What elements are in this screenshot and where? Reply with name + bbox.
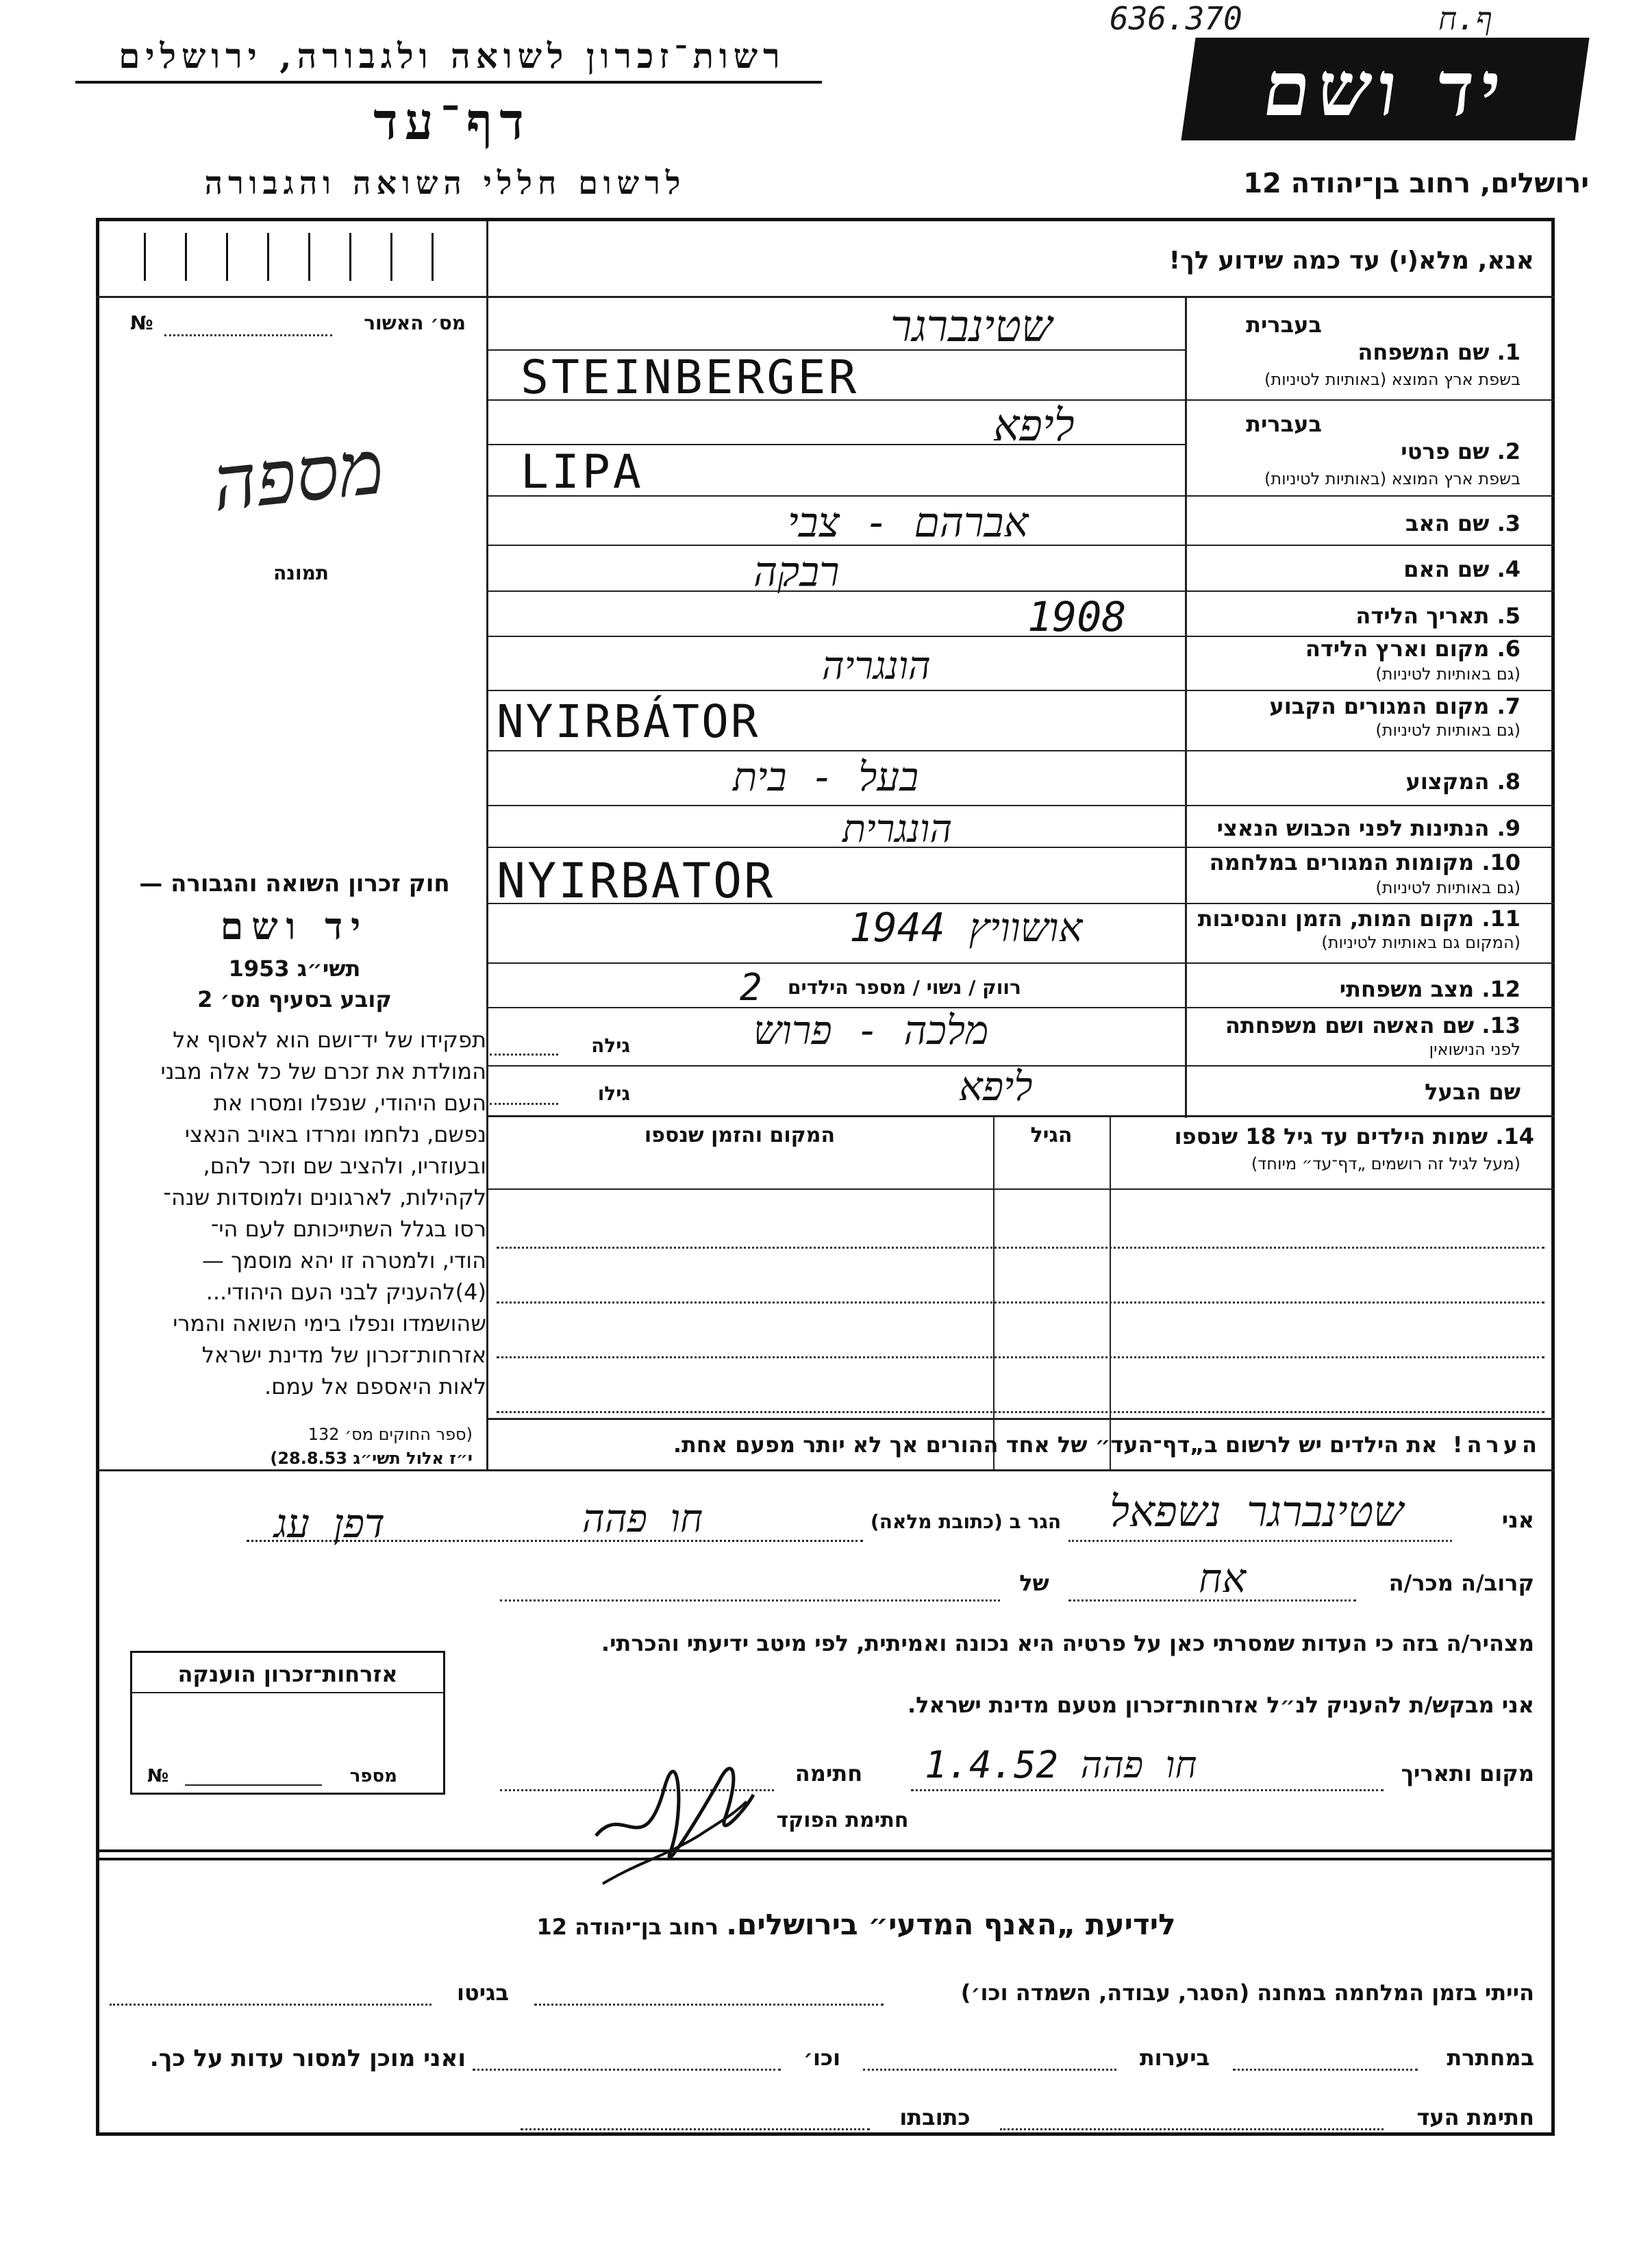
footer-line1-ghetto: בגיטו [457,1980,509,2006]
top-strip-rule [96,296,1555,298]
field-8-value[interactable]: בעל - בית [733,753,919,800]
field-3-row-rule [486,545,1555,546]
note [493,1432,1541,1458]
footer-title-line [479,1908,1233,1941]
field-12-label: 12. מצב משפחתי [1339,976,1521,1002]
citizenship-no-symbol: № [147,1766,169,1786]
form-subtitle: לרשום חללי השואה והגבורה [204,164,686,201]
logo-text: יד ושם [1258,45,1513,133]
note-bottom-rule [96,1469,1555,1471]
label-column-divider [1185,296,1187,1118]
husband-row-rule [486,1115,1555,1117]
footer-line2-etc: וכו׳ [803,2045,841,2071]
declarant-name-line [1068,1540,1452,1542]
law-org: יד ושם [220,904,369,948]
field-11-row-rule [486,962,1555,964]
law-line: לאות היאספם אל עמם. [264,1373,486,1399]
declarant-relative-label: קרוב/ה מכר/ה [1388,1570,1534,1596]
declarant-address[interactable]: חו פהה [582,1497,703,1541]
declarant-name[interactable]: שטינברגר נשפאל [1110,1486,1404,1536]
law-year: תשי״ג 1953 [228,956,361,982]
photo-handwriting: מספה [208,423,388,528]
approval-boxes [123,233,479,288]
children-row-line[interactable] [497,1301,1544,1304]
children-row-line[interactable] [497,1356,1544,1358]
law-line: אזרחות־זכרון של מדינת ישראל [201,1342,486,1368]
field-2-value-latin[interactable]: LIPA [521,445,644,499]
footer-address: רחוב בן־יהודה 12 [536,1914,718,1940]
law-line: ובעוזריו, ולהציב שם וזכר להם, [203,1153,486,1179]
children-names-header: 14. שמות הילדים עד גיל 18 שנספו [1174,1123,1534,1149]
footer-line2-willing: ואני מוכן למסור עדות על כך. [149,2045,466,2072]
children-header-rule [486,1188,1555,1190]
law-line: תפקידו של יד־ושם הוא לאסוף אל [173,1027,486,1053]
declarant-relation-line [1068,1599,1356,1602]
footer-line2-etc-field[interactable] [473,2069,781,2071]
place-date-value[interactable]: חו פהה 1.4.52 [925,1743,1197,1786]
law-clause: קובע בסעיף מס׳ 2 [197,986,392,1012]
field-8-label: 8. המקצוע [1405,769,1521,795]
approval-no-symbol: № [130,312,153,334]
note-label: הערה! [1452,1432,1541,1458]
header-address: ירושלים, רחוב בן־יהודה 12 [1243,168,1589,199]
field-10-label: 10. מקומות המגורים במלחמה [1209,849,1521,875]
field-2-sub: בשפת ארץ המוצא (באותיות לטיניות) [1264,469,1521,488]
footer-line3-signature-field[interactable] [1000,2128,1384,2130]
law-line: (4)להעניק לבני העם היהודי... [205,1279,486,1305]
husband-age-label: גילו [597,1082,630,1105]
yad-vashem-logo [1181,38,1589,140]
declarant-address-extra[interactable]: דפן עג [274,1500,385,1547]
instructions: אנא, מלא(י) עד כמה שידוע לך! [1168,247,1534,275]
declarant-resident-label: הגר ב (כתובת מלאה) [870,1510,1062,1533]
field-3-value[interactable]: אברהם - צבי [788,499,1029,547]
husband-label: שם הבעל [1425,1079,1521,1105]
children-place-header: המקום והזמן שנספו [644,1123,836,1147]
field-9-value[interactable]: הונגרית [842,807,953,851]
field-8-row-rule [486,805,1555,806]
field-7-row-rule [486,750,1555,751]
field-13-value[interactable]: מלכה - פרוש [753,1007,989,1054]
field-4-label: 4. שם האם [1403,556,1521,582]
signature-label: חתימה [795,1760,863,1786]
declarant-i-label: אני [1501,1507,1534,1533]
officer-signature-label: חתימת הפוקד [776,1808,909,1832]
law-line: נפשם, נלחמו ומרדו באויב הנאצי [184,1121,486,1147]
citizenship-number-line [185,1784,322,1786]
photo-area [110,356,479,795]
field-3-label: 3. שם האב [1405,510,1521,536]
field-1-sub: בשפת ארץ המוצא (באותיות לטיניות) [1264,370,1521,389]
field-13-age-field[interactable] [490,1054,558,1056]
field-6-sub: (גם באותיות לטיניות) [1375,664,1521,684]
law-line: רסו בגלל השתייכותם לעם הי־ [210,1216,486,1242]
note-text: את הילדים יש לרשום ב„דף־העד״ של אחד ההורים אך לא יותר מפעם אחת. [673,1432,1438,1458]
field-9-label: 9. הנתינות לפני הכבוש הנאצי [1216,815,1521,841]
request-text: אני מבקש/ת להעניק לנ״ל אזרחות־זכרון מטעם מדינת ישראל. [908,1692,1534,1718]
footer-line1-camp-field[interactable] [534,2004,884,2006]
footer-line3-signature: חתימת העד [1416,2104,1534,2130]
approval-number-label: מס׳ האשור [364,312,466,334]
field-10-sub: (גם באותיות לטיניות) [1375,878,1521,897]
children-age-header: הגיל [1030,1123,1073,1147]
field-12-options: רווק / נשוי / מספר הילדים [788,976,1021,999]
field-4-value[interactable]: רבקה [753,548,840,596]
corner-note: ף.ח [1438,0,1492,37]
law-line: שהושמדו ונפלו בימי השואה והמרי [173,1310,486,1336]
field-7-value[interactable]: NYIRBÁTOR [497,695,760,748]
authority-line: רשות־זכרון לשואה ולגבורה, ירושלים [118,36,786,76]
signature-scribble [582,1699,760,1897]
field-12-row-rule [486,1007,1555,1008]
field-1-value-latin[interactable]: STEINBERGER [521,351,860,405]
field-5-label: 5. תאריך הלידה [1355,603,1521,629]
header-rule [75,81,822,84]
law-line: לקהילות, לארגונים ולמוסדות שנה־ [163,1184,486,1210]
field-2-row-rule [486,495,1555,497]
law-line: העם היהודי, שנפלו ומסרו את [213,1090,486,1116]
field-11-sub: (המקום גם באותיות לטיניות) [1321,933,1521,952]
footer-double-rule-2 [96,1858,1555,1860]
field-1-value-hebrew[interactable]: שטינברגר [890,301,1053,352]
field-9-row-rule [486,847,1555,848]
footer-line3-address-field[interactable] [521,2128,870,2130]
footer-line1-ghetto-field[interactable] [110,2004,431,2006]
field-1-hebrew-tag: בעברית [1246,312,1322,338]
field-2-value-hebrew[interactable]: ליפא [993,401,1075,451]
citizenship-number-label: מספר [349,1766,397,1786]
law-line: הודי, ולמטרה זו יהא מוסמך — [201,1247,486,1273]
footer-double-rule-1 [96,1849,1555,1852]
field-11-label: 11. מקום המות, הזמן והנסיבות [1197,906,1521,932]
place-date-label: מקום ותאריך [1401,1760,1534,1786]
footer-line2-underground-field[interactable] [1233,2069,1418,2071]
citizenship-box-rule [132,1692,443,1693]
field-1-label: 1. שם המשפחה [1358,339,1521,365]
field-4-row-rule [486,590,1555,592]
children-row-line[interactable] [497,1411,1544,1413]
footer-line2-forests: ביערות [1139,2045,1210,2071]
field-7-label: 7. מקום המגורים הקבוע [1269,693,1521,719]
law-title: חוק זכרון השואה והגבורה — [139,870,450,897]
footer-line1-camp: הייתי בזמן המלחמה במחנה (הסגר, עבודה, השמדה וכו׳) [960,1980,1534,2006]
children-row-line[interactable] [497,1247,1544,1249]
declarant-of-line[interactable] [500,1599,1000,1602]
declaration-text: מצהיר/ה בזה כי העדות שמסרתי כאן על פרטיה היא נכונה ואמיתית, לפי מיטב ידיעתי והכרתי. [601,1630,1534,1656]
law-ref-2: י״ז אלול תשי״ג 28.8.53) [270,1449,473,1468]
photo-label: תמונה [273,562,329,584]
field-6-label: 6. מקום וארץ הלידה [1305,636,1521,662]
field-6-value[interactable]: הונגריה [822,644,931,688]
field-12-children-count[interactable]: 2 [740,966,762,1009]
law-ref-1: (ספר החוקים מס׳ 132 [308,1425,473,1444]
field-2-label: 2. שם פרטי [1401,438,1521,464]
law-line: המולדת את זכרם של כל אלה מבני [160,1058,486,1084]
citizenship-box-title: אזרחות־זכרון הוענקה [177,1661,398,1687]
field-6-row-rule [486,690,1555,691]
children-names-sub: (מעל לגיל זה רושמים „דף־עד״ מיוחד) [1251,1154,1521,1173]
signature-stroke [596,1769,753,1858]
field-10-value[interactable]: NYIRBATOR [497,853,775,909]
field-2-hebrew-tag: בעברית [1246,411,1322,437]
field-13-label: 13. שם האשה ושם משפחתה [1225,1012,1521,1038]
form-title: דף־עד [373,92,531,151]
top-strip-divider [486,221,488,297]
field-13-age-label: גילה [591,1034,630,1057]
field-11-value[interactable]: אושוויץ 1944 [849,904,1083,951]
declarant-address-line [247,1540,863,1542]
husband-value[interactable]: ליפא [959,1063,1033,1110]
note-top-rule [486,1418,1555,1420]
declarant-relation[interactable]: אח [1199,1555,1247,1602]
field-7-sub: (גם באותיות לטיניות) [1375,721,1521,740]
footer-line3-address: כתובתו [899,2104,971,2130]
husband-age-field[interactable] [490,1103,558,1105]
field-5-value[interactable]: 1908 [1027,593,1127,641]
footer-line2-forests-field[interactable] [863,2069,1116,2071]
field-13-sub: לפני הנישואין [1429,1040,1521,1059]
law-text [103,1024,486,1402]
left-panel-divider [486,296,488,1471]
place-date-line [911,1789,1384,1791]
approval-number-field[interactable] [164,334,332,336]
declarant-of-label: של [1019,1570,1049,1596]
archive-number: 636.370 [1110,0,1242,37]
footer-title: לידיעת „האנף המדעי״ בירושלים. [726,1908,1176,1941]
footer-line2-underground: במחתרת [1447,2045,1534,2071]
